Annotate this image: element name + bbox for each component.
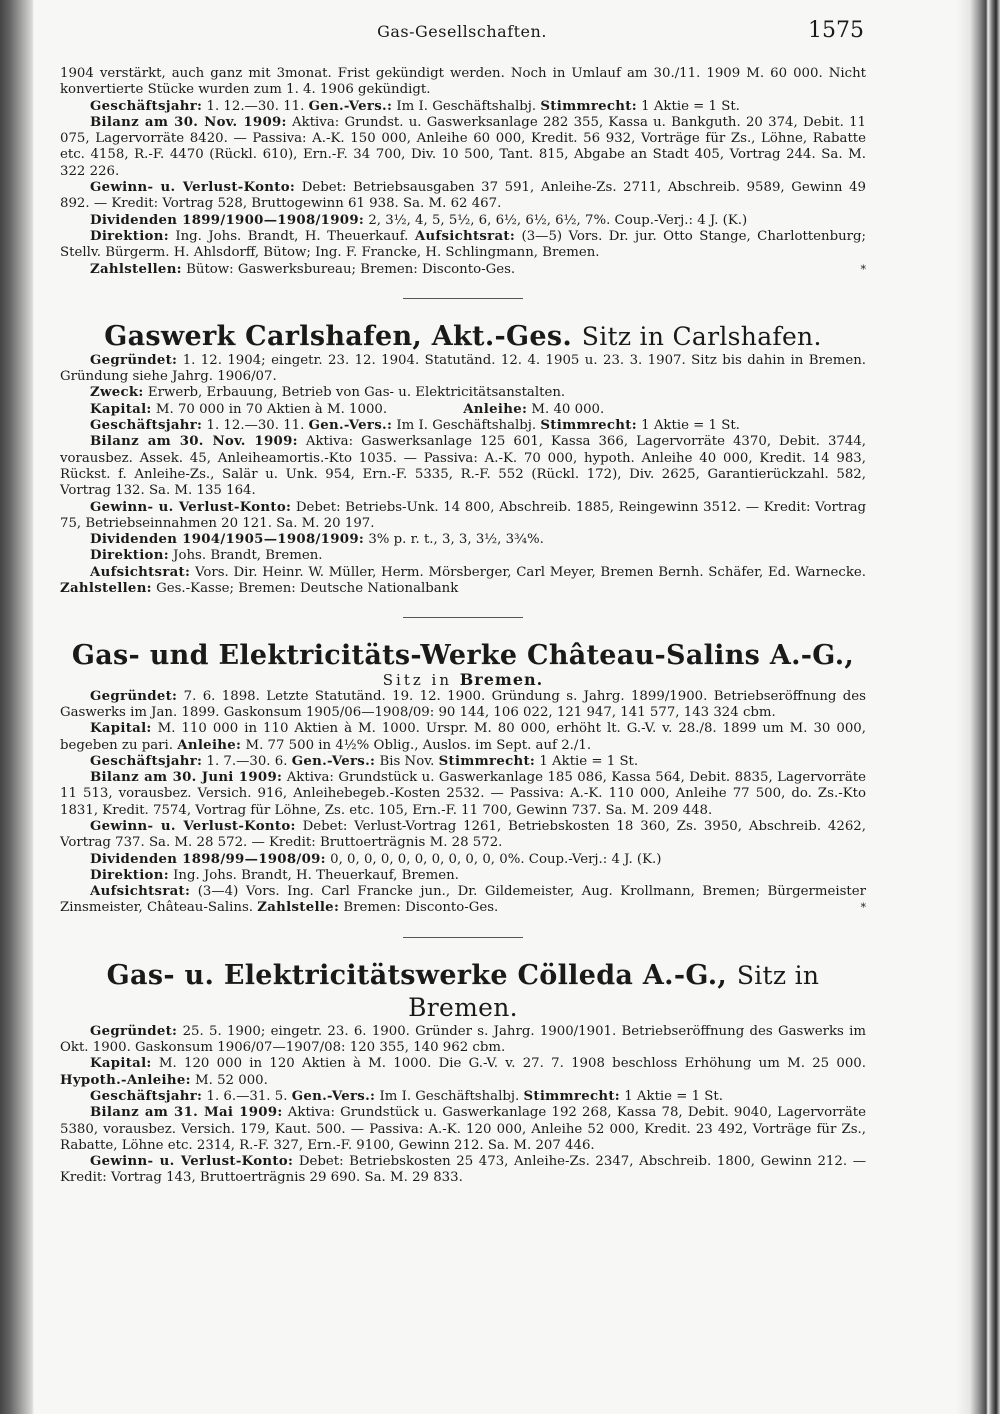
footnote-star: * xyxy=(860,262,866,276)
book-binding-left xyxy=(0,0,34,1414)
dividends: Dividenden 1904/1905—1908/1909: 3% p. r. t., 3, 3, 3½, 3¾%. xyxy=(90,532,544,548)
page-number: 1575 xyxy=(808,18,864,43)
section-divider xyxy=(403,617,523,618)
board: Aufsichtsrat: (3—4) Vors. Ing. Carl Francke jun., Dr. Gildemeister, Aug. Krollmann, Bremen; Bürgermeister Zinsmeister, Château-Salins. Zahlstelle: Bremen: Disconto-Ges. * xyxy=(60,884,866,916)
section-divider xyxy=(403,298,523,299)
page-header xyxy=(60,18,864,48)
footnote-star: * xyxy=(860,901,866,915)
company-title: Gaswerk Carlshafen, Akt.-Ges. Sitz in Carlshafen. xyxy=(104,320,822,352)
board: Direktion: Ing. Johs. Brandt, H. Theuerkauf. Aufsichtsrat: (3—5) Vors. Dr. jur. Otto Stange, Charlottenburg; Stellv. Bürgerm. H. Ahlsdorff, Bütow; Ing. F. Francke, H. Schlingmann, Bremen. xyxy=(60,228,867,261)
founded: Gegründet: 7. 6. 1898. Letzte Statutänd. 19. 12. 1900. Gründung s. Jahrg. 1899/1900. Betriebseröffnung des Gaswerks im Jan. 1899. Gaskonsum 1905/06—1908/09: 90 144, 106 022, 121 947, 141 577, 143 324 cbm. xyxy=(60,688,867,720)
balance-sheet: Bilanz am 30. Nov. 1909: Aktiva: Grundst. u. Gaswerksanlage 282 355, Kassa u. Bankguth. 20 374, Debit. 11 075, Lagervorräte 8420. — Passiva: A.-K. 150 000, Anleihe 60 000, Kredit. 56 932, Vorträge für Zs., Löhne, Rabatte etc. 4158, R.-F. 4470 (Rückl. 610), Ern.-F. 34 700, Div. 10 500, Tant. 815, Abgabe an Stadt 405, Vortrag 244. Sa. M. 322 226. xyxy=(60,114,867,179)
info-line: Geschäftsjahr: 1. 7.—30. 6. Gen.-Vers.: Bis Nov. Stimmrecht: 1 Aktie = 1 St. xyxy=(90,753,639,769)
dividends: Dividenden 1899/1900—1908/1909: 2, 3½, 4, 5, 5½, 6, 6½, 6½, 6½, 7%. Coup.-Verj.: 4 J. (K.) xyxy=(90,212,748,228)
capital: Kapital: M. 70 000 in 70 Aktien à M. 1000. Anleihe: M. 40 000. xyxy=(90,401,605,417)
profit-loss-account: Gewinn- u. Verlust-Konto: Debet: Betriebskosten 25 473, Anleihe-Zs. 2347, Abschreib. 1800, Gewinn 212. — Kredit: Vortrag 143, Bruttoerträgnis 29 690. Sa. M. 29 833. xyxy=(60,1154,867,1186)
purpose: Zweck: Erwerb, Erbauung, Betrieb von Gas- u. Elektricitätsanstalten. xyxy=(90,385,566,401)
board: Aufsichtsrat: Vors. Dir. Heinr. W. Müller, Herm. Mörsberger, Carl Meyer, Bremen Bernh. Schäfer, Ed. Warnecke. Zahlstellen: Ges.-Kasse; Bremen: Deutsche Nationalbank xyxy=(60,564,866,597)
page-content xyxy=(60,66,866,1187)
management: Direktion: Johs. Brandt, Bremen. xyxy=(90,548,323,564)
profit-loss-account: Gewinn- u. Verlust-Konto: Debet: Betriebsausgaben 37 591, Anleihe-Zs. 2711, Abschreib. 9589, Gewinn 49 892. — Kredit: Vortrag 528, Bruttogewinn 61 938. Sa. M. 62 467. xyxy=(60,180,866,212)
entry-chateau-salins xyxy=(60,640,866,916)
book-binding-right xyxy=(956,0,1000,1414)
dividends: Dividenden 1898/99—1908/09: 0, 0, 0, 0, 0, 0, 0, 0, 0, 0, 0%. Coup.-Verj.: 4 J. (K.) xyxy=(90,851,662,867)
profit-loss-account: Gewinn- u. Verlust-Konto: Debet: Betriebs-Unk. 14 800, Abschreib. 1885, Reingewinn 3512. — Kredit: Vortrag 75, Betriebseinnahmen 20 121. Sa. M. 20 197. xyxy=(60,499,867,531)
entry-coelleda xyxy=(60,960,866,1187)
running-title: Gas-Gesellschaften. xyxy=(377,22,547,41)
company-title: Gas- und Elektricitäts-Werke Château-Salins A.-G., xyxy=(71,640,855,672)
info-line: Geschäftsjahr: 1. 6.—31. 5. Gen.-Vers.: Im I. Geschäftshalbj. Stimmrecht: 1 Aktie = 1 St. xyxy=(90,1088,723,1104)
continuation-text: 1904 verstärkt, auch ganz mit 3monat. Frist gekündigt werden. Noch in Umlauf am 30./11. 1909 M. 60 000. Nicht konvertierte Stücke wurden zum 1. 4. 1906 gekündigt. xyxy=(60,66,866,98)
profit-loss-account: Gewinn- u. Verlust-Konto: Debet: Verlust-Vortrag 1261, Betriebskosten 18 360, Zs. 3950, Abschreib. 4262, Vortrag 737. Sa. M. 28 572. — Kredit: Bruttoerträgnis M. 28 572. xyxy=(60,818,866,851)
balance-sheet: Bilanz am 30. Juni 1909: Aktiva: Grundstück u. Gaswerkanlage 185 086, Kassa 564, Debit. 8835, Lagervorräte 11 513, vorausbez. Versich. 916, Anleihebegeb.-Kosten 2532. — Passiva: A.-K. 110 000, Anleihe 77 500, do. Zs.-Kto 1831, Kredit. 7574, Vortrag für Löhne, Zs. etc. 105, Ern.-F. 11 700, Gewinn 737. Sa. M. 209 448. xyxy=(60,770,867,818)
capital: Kapital: M. 110 000 in 110 Aktien à M. 1000. Urspr. M. 80 000, erhöht lt. G.-V. v. 28./8. 1899 um M. 30 000, begeben zu pari. Anleihe: M. 77 500 in 4½% Oblig., Auslos. im Sept. auf 2./1. xyxy=(60,721,866,753)
balance-sheet: Bilanz am 30. Nov. 1909: Aktiva: Gaswerksanlage 125 601, Kassa 366, Lagervorräte 4370, Debit. 3744, vorausbez. Assek. 45, Anleiheamortis.-Kto 1035. — Passiva: A.-K. 70 000, hypoth. Anleihe 40 000, Kredit. 14 983, Rückst. f. Anleihe-Zs., Salär u. Unk. 954, Ern.-F. 5335, R.-F. 552 (Rückl. 172), Div. 2625, Garantierückzahl. 582, Vortrag 132. Sa. M. 135 164. xyxy=(60,434,867,499)
company-seat: Sitz in Bremen. xyxy=(382,670,544,690)
founded: Gegründet: 1. 12. 1904; eingetr. 23. 12. 1904. Statutänd. 12. 4. 1905 u. 23. 3. 1907. Sitz bis dahin in Bremen. Gründung siehe Jahrg. 1906/07. xyxy=(60,352,866,385)
entry-gaswerk-carlshafen xyxy=(60,321,866,597)
founded: Gegründet: 25. 5. 1900; eingetr. 23. 6. 1900. Gründer s. Jahrg. 1900/1901. Betriebseröffnung des Gaswerks im Okt. 1900. Gaskonsum 1906/07—1907/08: 120 355, 140 962 cbm. xyxy=(60,1023,866,1056)
capital: Kapital: M. 120 000 in 120 Aktien à M. 1000. Die G.-V. v. 27. 7. 1908 beschloss Erhöhung um M. 25 000. Hypoth.-Anleihe: M. 52 000. xyxy=(60,1056,866,1088)
info-line: Geschäftsjahr: 1. 12.—30. 11. Gen.-Vers.: Im I. Geschäftshalbj. Stimmrecht: 1 Aktie = 1 St. xyxy=(90,418,740,434)
paying-agents: Zahlstellen: Bütow: Gaswerksbureau; Bremen: Disconto-Ges. * xyxy=(90,261,866,277)
entry-continued xyxy=(60,66,866,278)
management: Direktion: Ing. Johs. Brandt, H. Theuerkauf, Bremen. xyxy=(90,867,459,883)
company-title: Gas- u. Elektricitätswerke Cölleda A.-G., Sitz in Bremen. xyxy=(106,959,820,1022)
balance-sheet: Bilanz am 31. Mai 1909: Aktiva: Grundstück u. Gaswerkanlage 192 268, Kassa 78, Debit. 9040, Lagervorräte 5380, vorausbez. Versich. 179, Kaut. 500. — Passiva: A.-K. 120 000, Anleihe 52 000, Kredit. 23 492, Vorträge für Zs., Rabatte, Löhne etc. 2314, R.-F. 327, Ern.-F. 9100, Gewinn 212. Sa. M. 207 446. xyxy=(60,1105,867,1153)
info-line: Geschäftsjahr: 1. 12.—30. 11. Gen.-Vers.: Im I. Geschäftshalbj. Stimmrecht: 1 Aktie = 1 St. xyxy=(90,98,740,114)
section-divider xyxy=(403,937,523,938)
